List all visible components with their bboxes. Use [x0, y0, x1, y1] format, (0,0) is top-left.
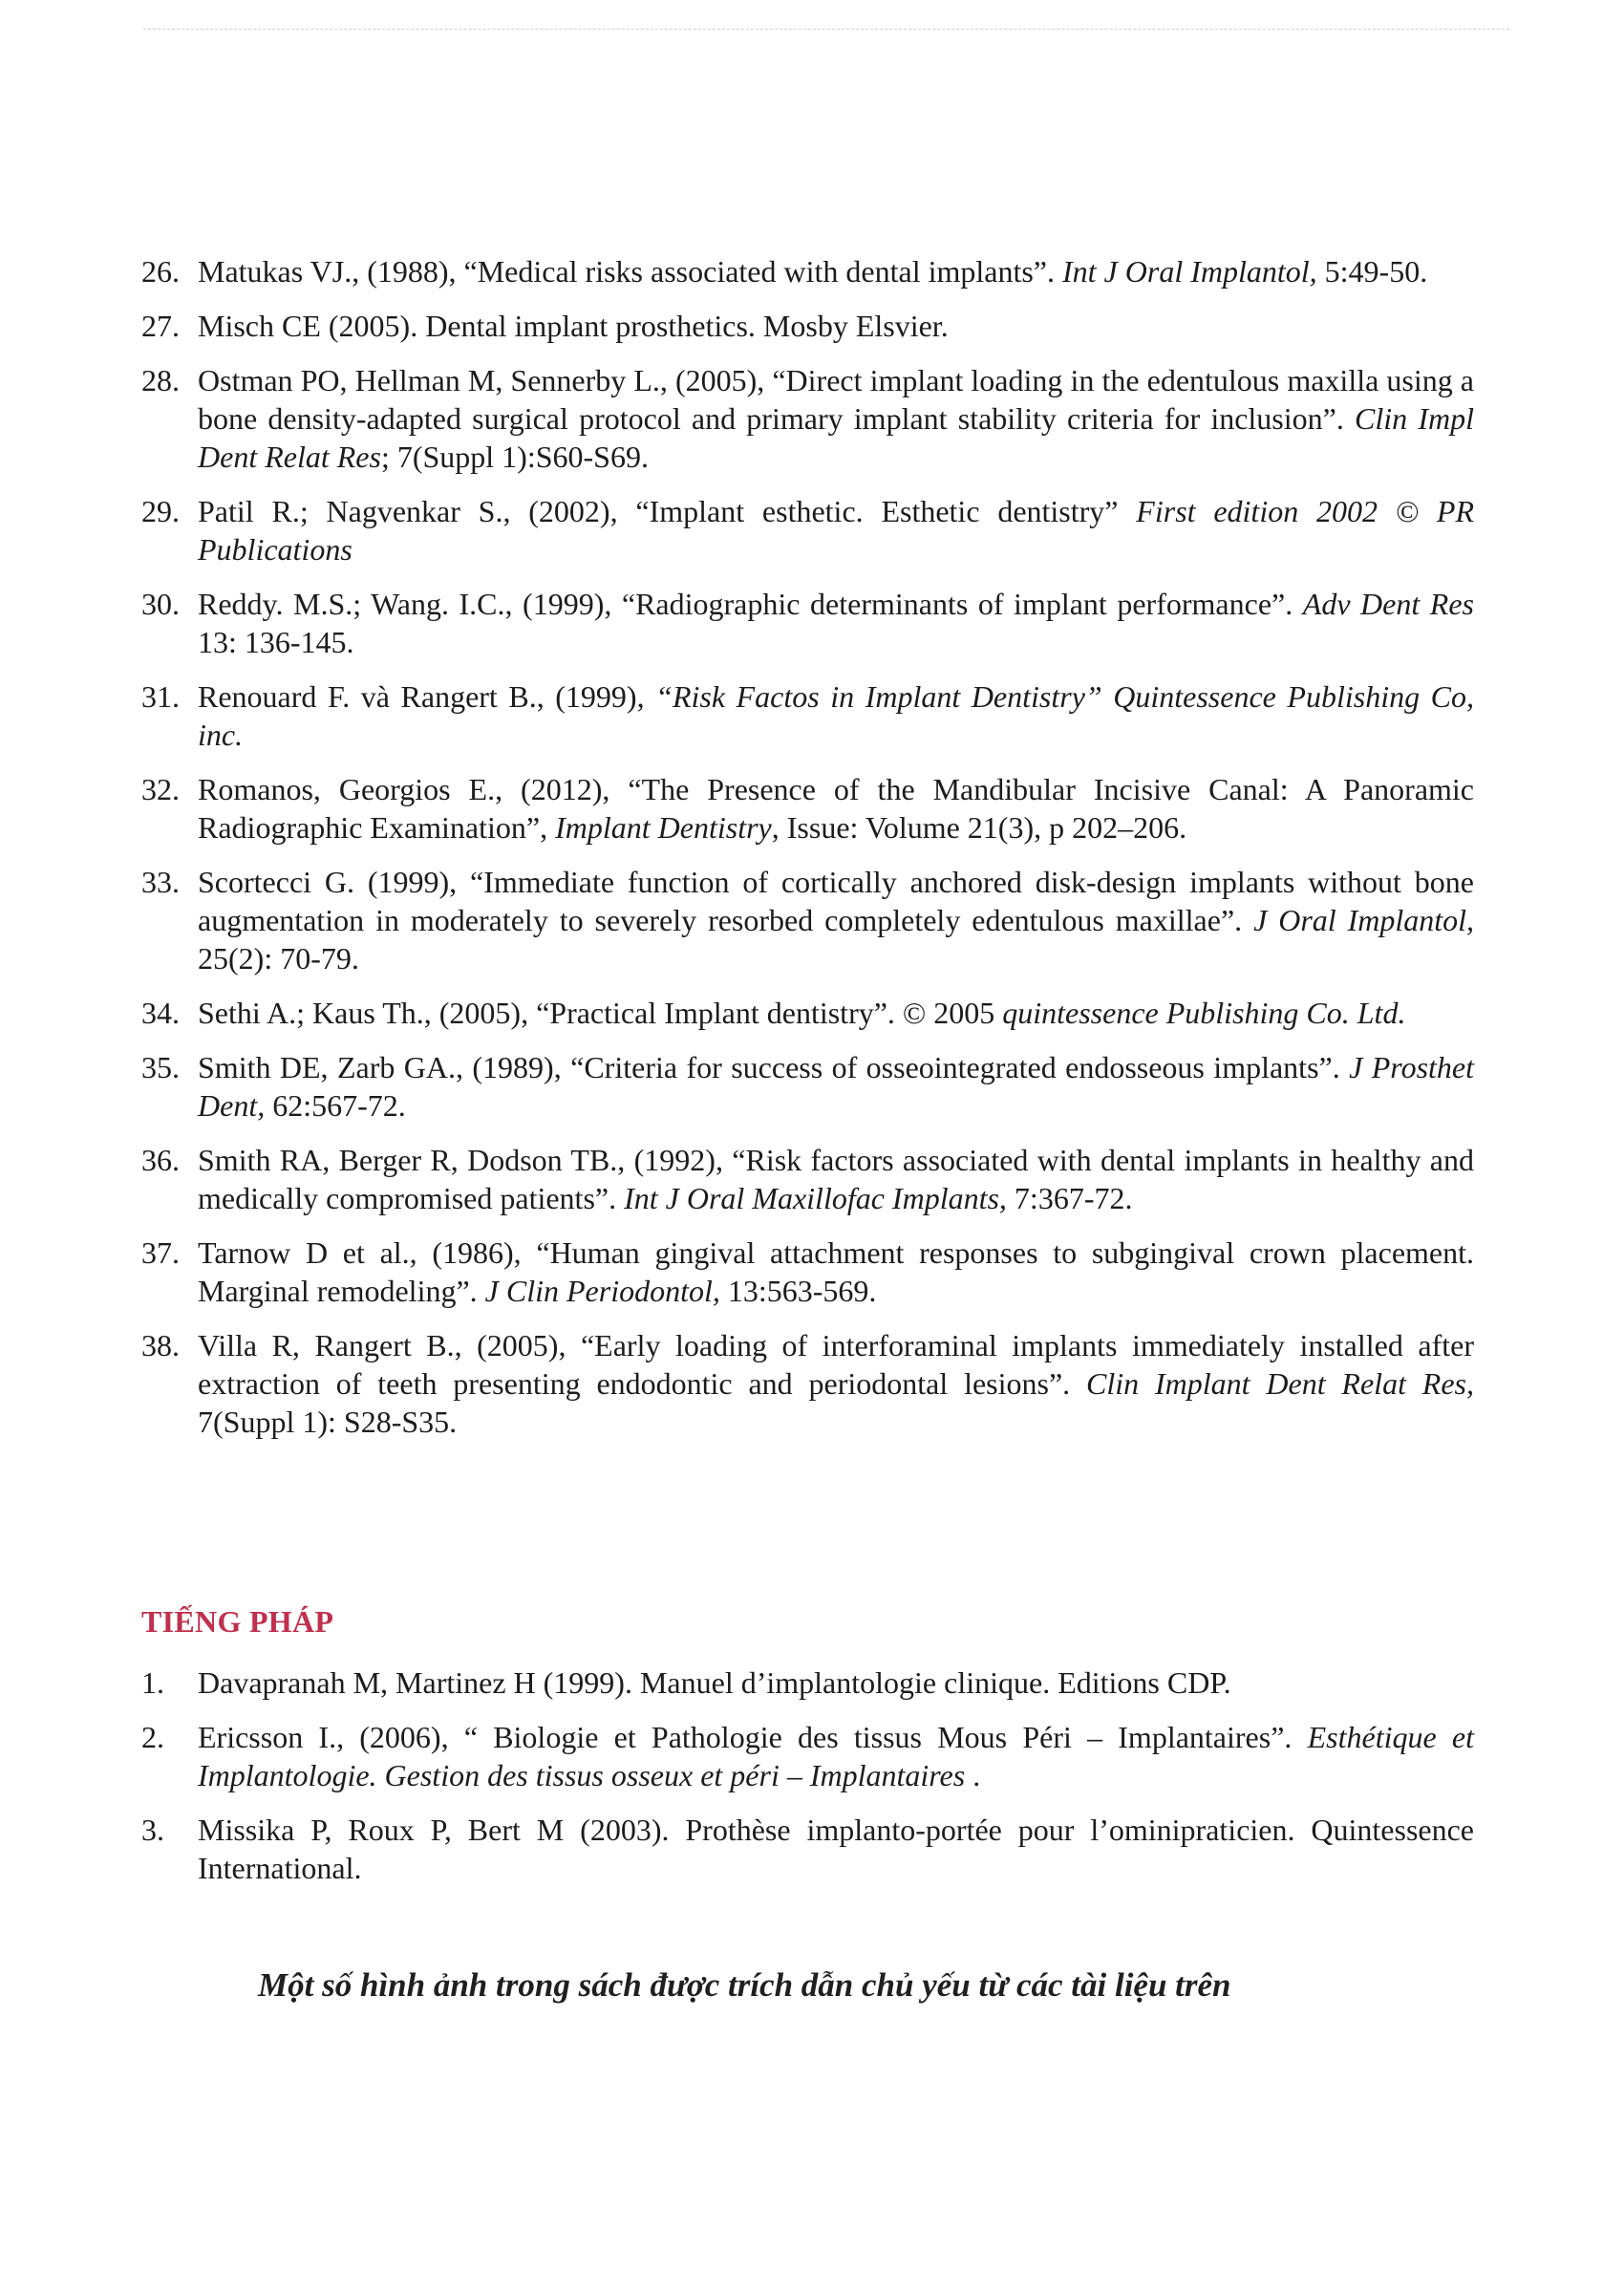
reference-item: [141, 1141, 1474, 1217]
reference-segment: Renouard F. và Rangert B., (1999),: [198, 679, 656, 714]
reference-text: [198, 1143, 1474, 1215]
reference-italic-segment: Clin Impl Dent Relat Res: [198, 401, 1474, 474]
reference-number: 33.: [141, 865, 180, 899]
reference-text: [198, 587, 1474, 659]
reference-segment: Sethi A.; Kaus Th., (2005), “Practical Implant dentistry”. © 2005: [198, 996, 1003, 1030]
reference-item: [141, 863, 1474, 977]
reference-number: 34.: [141, 996, 180, 1030]
reference-number: 29.: [141, 494, 180, 528]
reference-number: 1.: [141, 1665, 164, 1700]
reference-segment: 62:567-72.: [265, 1088, 406, 1123]
closing-note: Một số hình ảnh trong sách được trích dẫn chủ yếu từ các tài liệu trên: [258, 1966, 1231, 2004]
reference-segment: 7(Suppl 1): S28-S35.: [198, 1405, 458, 1439]
reference-text: [198, 1328, 1474, 1439]
reference-number: 32.: [141, 772, 180, 806]
reference-segment: Davapranah M, Martinez H (1999). Manuel d’implantologie clinique. Editions CDP.: [198, 1665, 1231, 1700]
reference-italic-segment: Esthétique et Implantologie. Gestion des tissus osseux et péri – Implantaires: [198, 1720, 1475, 1792]
reference-segment: Patil R.; Nagvenkar S., (2002), “Implant esthetic. Esthetic dentistry”: [198, 494, 1137, 528]
reference-italic-segment: First edition 2002 © PR Publications: [198, 494, 1474, 567]
reference-segment: Smith DE, Zarb GA., (1989), “Criteria for success of osseointegrated endosseous implants”.: [198, 1050, 1350, 1084]
french-section-heading: TIẾNG PHÁP: [141, 1604, 334, 1639]
reference-italic-segment: Adv Dent Res: [1302, 587, 1475, 621]
reference-segment: Missika P, Roux P, Bert M (2003). Prothèse implanto-portée pour l’ominipraticien. Quintessence International.: [198, 1813, 1474, 1885]
reference-item: [141, 307, 1474, 345]
reference-segment: Tarnow D et al., (1986), “Human gingival attachment responses to subgingival crown placement. Marginal remodeling”.: [198, 1235, 1474, 1308]
reference-text: [198, 679, 1474, 752]
reference-text: [198, 363, 1474, 474]
reference-segment: Romanos, Georgios E., (2012), “The Presence of the Mandibular Incisive Canal: A Panoramic Radiographic Examination”,: [198, 772, 1474, 845]
reference-text: [198, 1665, 1231, 1700]
reference-segment: .: [965, 1758, 981, 1792]
reference-text: [198, 1235, 1474, 1308]
english-reference-list: [141, 252, 1474, 1457]
reference-number: 26.: [141, 254, 180, 289]
page-top-edge-rule: [143, 29, 1509, 30]
reference-number: 35.: [141, 1050, 180, 1084]
reference-number: 30.: [141, 587, 180, 621]
reference-text: [198, 996, 1405, 1030]
reference-text: [198, 1720, 1474, 1792]
reference-segment: Matukas VJ., (1988), “Medical risks associated with dental implants”.: [198, 254, 1062, 289]
reference-segment: 25(2): 70-79.: [198, 941, 359, 976]
reference-italic-segment: quintessence Publishing Co. Ltd.: [1002, 996, 1406, 1030]
reference-segment: Scortecci G. (1999), “Immediate function of cortically anchored disk-design implants without bone augmentation in moderately to severely resorbed completely edentulous maxillae”.: [198, 865, 1474, 937]
reference-segment: 13:563-569.: [719, 1274, 877, 1308]
reference-segment: 5:49-50.: [1316, 254, 1428, 289]
reference-number: 36.: [141, 1143, 180, 1177]
reference-text: [198, 865, 1474, 976]
reference-italic-segment: J Oral Implantol,: [1253, 903, 1475, 937]
reference-segment: Ericsson I., (2006), “ Biologie et Pathologie des tissus Mous Péri – Implantaires”.: [198, 1720, 1308, 1754]
reference-italic-segment: “Risk Factos in Implant Dentistry” Quintessence Publishing Co, inc.: [198, 679, 1475, 752]
french-reference-list: [141, 1663, 1474, 1903]
reference-item: [141, 1326, 1474, 1441]
reference-number: 31.: [141, 679, 180, 714]
reference-number: 37.: [141, 1235, 180, 1270]
reference-item: [141, 1718, 1474, 1794]
reference-number: 27.: [141, 309, 180, 343]
reference-segment: 13: 136-145.: [198, 625, 354, 659]
reference-item: [141, 677, 1474, 754]
reference-item: [141, 252, 1474, 290]
reference-segment: Misch CE (2005). Dental implant prosthetics. Mosby Elsvier.: [198, 309, 949, 343]
reference-italic-segment: J Prosthet Dent,: [198, 1050, 1475, 1123]
reference-italic-segment: Int J Oral Implantol,: [1062, 254, 1317, 289]
reference-item: [141, 492, 1474, 569]
reference-text: [198, 309, 949, 343]
reference-number: 38.: [141, 1328, 180, 1363]
reference-italic-segment: Clin Implant Dent Relat Res,: [1086, 1366, 1475, 1401]
reference-italic-segment: Int J Oral Maxillofac Implants,: [624, 1181, 1007, 1215]
reference-number: 3.: [141, 1813, 164, 1847]
reference-text: [198, 494, 1474, 567]
reference-text: [198, 1050, 1474, 1123]
reference-segment: Villa R, Rangert B., (2005), “Early loading of interforaminal implants immediately installed after extraction of teeth presenting endodontic and periodontal lesions”.: [198, 1328, 1474, 1401]
reference-number: 2.: [141, 1720, 164, 1754]
reference-text: [198, 254, 1427, 289]
reference-number: 28.: [141, 363, 180, 397]
reference-item: [141, 994, 1474, 1032]
reference-item: [141, 1811, 1474, 1887]
reference-item: [141, 770, 1474, 847]
reference-item: [141, 1234, 1474, 1310]
reference-segment: Smith RA, Berger R, Dodson TB., (1992), “Risk factors associated with dental implants in healthy and medically compromised patients”.: [198, 1143, 1474, 1215]
reference-segment: , Issue: Volume 21(3), p 202–206.: [771, 810, 1187, 845]
reference-segment: ; 7(Suppl 1):S60-S69.: [380, 440, 649, 474]
reference-text: [198, 1813, 1474, 1885]
reference-segment: Reddy. M.S.; Wang. I.C., (1999), “Radiographic determinants of implant performance”.: [198, 587, 1303, 621]
reference-item: [141, 585, 1474, 661]
reference-italic-segment: J Clin Periodontol,: [484, 1274, 720, 1308]
reference-segment: 7:367-72.: [1006, 1181, 1133, 1215]
reference-italic-segment: Implant Dentistry: [555, 810, 772, 845]
reference-item: [141, 1048, 1474, 1125]
reference-text: [198, 772, 1474, 845]
reference-item: [141, 361, 1474, 476]
reference-item: [141, 1663, 1474, 1702]
reference-segment: Ostman PO, Hellman M, Sennerby L., (2005), “Direct implant loading in the edentulous maxilla using a bone density-adapted surgical protocol and primary implant stability criteria for inclusion”.: [198, 363, 1474, 436]
